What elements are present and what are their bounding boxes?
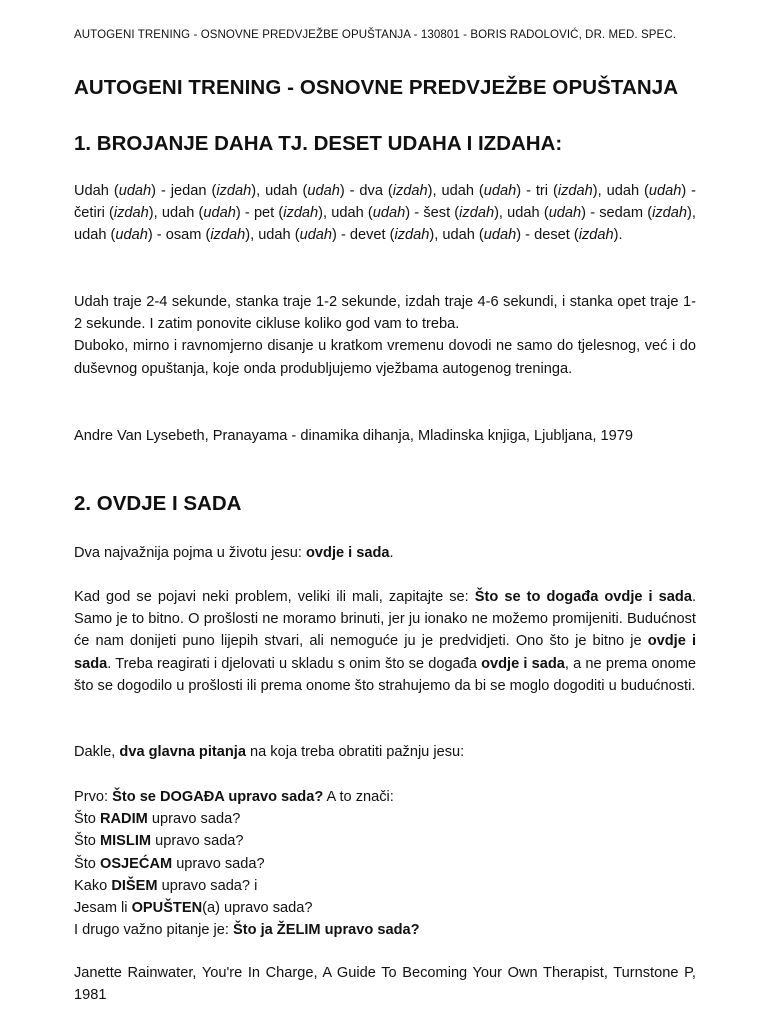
here-and-now-bold: ovdje i sada xyxy=(306,545,390,561)
q5-pre: Kako xyxy=(74,877,112,894)
exhale-italic: izdah xyxy=(283,205,319,222)
exhale-italic: izdah xyxy=(557,183,593,199)
exhale-italic: izdah xyxy=(392,183,428,199)
q6-pre: Jesam li xyxy=(74,900,132,917)
inhale-italic: udah xyxy=(115,227,148,244)
inhale-word: udah xyxy=(507,205,540,222)
running-header: AUTOGENI TRENING - OSNOVNE PREDVJEŽBE OPUŠTANJA - 130801 - BORIS RADOLOVIĆ, DR. MED. SPEC. xyxy=(74,29,677,41)
q4-post: upravo sada? xyxy=(172,855,265,872)
problem-bold-1: Što se to događa ovdje i sada xyxy=(474,589,692,605)
question-line-2 xyxy=(74,808,696,830)
q4-pre: Što xyxy=(74,855,100,872)
q5-post: upravo sada? i xyxy=(157,877,258,894)
exhale-italic: izdah xyxy=(578,227,614,244)
section-2-reference: Janette Rainwater, You're In Charge, A Guide To Becoming Your Own Therapist, Turnstone P, 1981 xyxy=(74,965,696,1004)
inhale-italic: udah xyxy=(203,205,236,222)
section-1-heading: 1. BROJANJE DAHA TJ. DESET UDAHA I IZDAHA: xyxy=(74,132,563,155)
inhale-italic: udah xyxy=(307,183,340,199)
section-1-reference: Andre Van Lysebeth, Pranayama - dinamika dihanja, Mladinska knjiga, Ljubljana, 1979 xyxy=(74,428,633,444)
key-concepts-paragraph xyxy=(74,542,696,564)
count-8: osam xyxy=(165,227,202,244)
count-5: pet xyxy=(253,205,275,222)
inhale-word: udah xyxy=(441,183,474,199)
q7-pre: I drugo važno pitanje je: xyxy=(74,922,234,939)
timing-paragraph xyxy=(74,291,696,380)
problem-bold-3: ovdje i sada xyxy=(481,655,565,672)
inhale-word: udah xyxy=(606,183,640,199)
count-10: deset xyxy=(534,227,570,244)
timing-text: Udah traje 2-4 sekunde, stanka traje 1-2 sekunde, izdah traje 4-6 sekundi, i stanka opet traje 1-2 sekunde. I zatim ponovite cikluse koliko god vam to treba. xyxy=(74,294,696,333)
problem-text-4: , a ne prema onome što se dogodilo u prošlosti ili prema onome što strahujemo da bi se moglo dogoditi u budućnosti. xyxy=(74,655,696,694)
question-line-4 xyxy=(74,853,696,875)
exhale-italic: izdah xyxy=(210,227,246,244)
question-line-6 xyxy=(74,897,696,919)
q7-bold: Što ja ŽELIM upravo sada? xyxy=(233,922,420,939)
intro-text-1: Dakle, xyxy=(74,744,120,760)
intro-text-2: na koja treba obratiti pažnju jesu: xyxy=(245,744,465,760)
inhale-word: udah xyxy=(74,227,107,244)
exhale-italic: izdah xyxy=(113,205,149,222)
question-line-1 xyxy=(74,786,696,808)
key-concepts-text: Dva najvažnija pojma u životu jesu: xyxy=(74,545,306,561)
q2-bold: RADIM xyxy=(99,811,148,828)
exhale-italic: izdah xyxy=(652,205,687,222)
q6-post: (a) upravo sada? xyxy=(202,900,313,917)
inhale-word: udah xyxy=(161,205,195,222)
count-1: jedan xyxy=(170,183,207,199)
inhale-word: udah xyxy=(265,183,298,199)
inhale-word: Udah xyxy=(74,183,109,199)
problem-text-2: . Samo je to bitno. O prošlosti ne moramo brinuti, jer ju ionako ne možemo promijeniti. Budućnost će nam donijeti puno lijepih stvari, ali nemoguće ju je predvidjeti. Ono što je bitno je xyxy=(74,589,696,650)
problem-bold-2: ovdje i sada xyxy=(74,633,696,672)
inhale-italic: udah xyxy=(483,183,517,199)
count-7: sedam xyxy=(599,205,644,222)
q4-bold: OSJEĆAM xyxy=(99,855,173,872)
q6-bold: OPUŠTEN xyxy=(131,900,203,917)
q1-post: A to znači: xyxy=(323,789,394,805)
period: . xyxy=(389,545,394,561)
question-line-7 xyxy=(74,919,696,941)
breath-count-paragraph: Udah (udah) - jedan (izdah), udah (udah) - dva (izdah), udah (udah) - tri (izdah), udah (udah) - četiri (izdah), udah (udah) - pet (izdah), udah (udah) - šest (izdah), udah (udah) - sedam (izdah), udah (udah) - osam (izdah), udah (udah) - devet (izdah), udah (udah) - deset (izdah). xyxy=(74,183,697,244)
q1-pre: Prvo: xyxy=(74,789,113,805)
q2-post: upravo sada? xyxy=(147,811,241,828)
q2-pre: Što xyxy=(74,811,100,828)
question-line-3 xyxy=(74,830,696,852)
section-2-heading: 2. OVDJE I SADA xyxy=(74,492,242,515)
exhale-italic: izdah xyxy=(216,183,252,199)
document-title: AUTOGENI TRENING - OSNOVNE PREDVJEŽBE OPUŠTANJA xyxy=(74,76,679,99)
intro-bold: dva glavna pitanja xyxy=(119,744,246,760)
inhale-italic: udah xyxy=(548,205,582,222)
count-9: devet xyxy=(349,227,386,244)
two-questions-intro xyxy=(74,741,696,763)
inhale-italic: udah xyxy=(299,227,333,244)
inhale-italic: udah xyxy=(483,227,517,244)
questions-list xyxy=(74,786,696,941)
problem-paragraph xyxy=(74,586,696,697)
exhale-italic: izdah xyxy=(459,205,495,222)
inhale-word: udah xyxy=(442,227,475,244)
problem-text-3: . Treba reagirati i djelovati u skladu s onim što se događa xyxy=(107,655,482,672)
question-line-5 xyxy=(74,875,696,897)
count-2: dva xyxy=(359,183,383,199)
inhale-word: udah xyxy=(258,227,291,244)
q3-pre: Što xyxy=(74,833,100,850)
count-4: četiri xyxy=(74,205,105,222)
inhale-italic: udah xyxy=(372,205,406,222)
inhale-word: udah xyxy=(331,205,364,222)
deep-breathing-text: Duboko, mirno i ravnomjerno disanje u kratkom vremenu dovodi ne samo do tjelesnog, već i do duševnog opuštanja, koje onda produbljujemo vježbama autogenog treninga. xyxy=(74,338,696,377)
inhale-italic: udah xyxy=(118,183,152,199)
q3-post: upravo sada? xyxy=(151,833,244,850)
q1-bold: Što se DOGAĐA upravo sada? xyxy=(112,789,324,805)
problem-text-1: Kad god se pojavi neki problem, veliki ili mali, zapitajte se: xyxy=(74,589,475,605)
q3-bold: MISLIM xyxy=(99,833,152,850)
count-6: šest xyxy=(423,205,451,222)
inhale-italic: udah xyxy=(648,183,682,199)
q5-bold: DIŠEM xyxy=(111,877,158,894)
count-3: tri xyxy=(535,183,549,199)
exhale-italic: izdah xyxy=(394,227,430,244)
